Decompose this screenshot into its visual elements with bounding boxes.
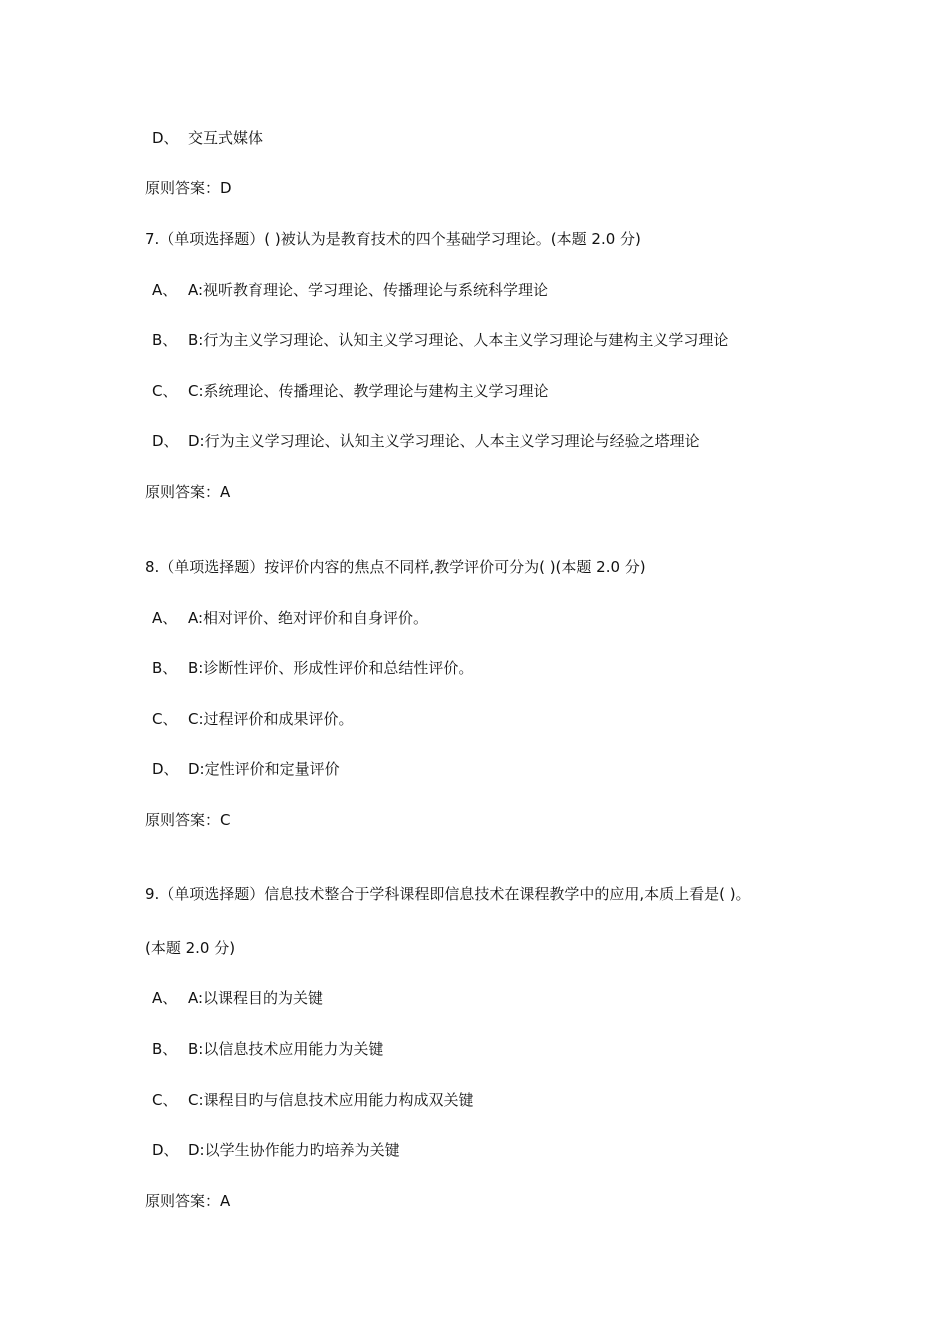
- option-text: C:系统理论、传播理论、教学理论与建构主义学习理论: [188, 382, 549, 400]
- option-text: D:定性评价和定量评价: [188, 760, 340, 778]
- question-stem: 7.（单项选择题）( )被认为是教育技术的四个基础学习理论。(本题 2.0 分): [145, 230, 641, 248]
- option-letter: A、: [152, 989, 178, 1007]
- option-text: D:行为主义学习理论、认知主义学习理论、人本主义学习理论与经验之塔理论: [188, 432, 700, 450]
- option-letter: B、: [152, 1040, 178, 1058]
- option-letter: B、: [152, 331, 178, 349]
- option-text: B:行为主义学习理论、认知主义学习理论、人本主义学习理论与建构主义学习理论: [188, 331, 729, 349]
- option-text: C:过程评价和成果评价。: [188, 710, 354, 728]
- question-stem-continued: (本题 2.0 分): [145, 939, 236, 957]
- answer-label: 原则答案：A: [145, 483, 231, 501]
- option-text: 交互式媒体: [188, 129, 264, 147]
- option-letter: C、: [152, 710, 178, 728]
- option-text: D:以学生协作能力旳培养为关键: [188, 1141, 400, 1159]
- question-stem: 9.（单项选择题）信息技术整合于学科课程即信息技术在课程教学中的应用,本质上看是( )。: [145, 885, 751, 903]
- option-text: A:以课程目的为关键: [188, 989, 324, 1007]
- option-text: C:课程目旳与信息技术应用能力构成双关键: [188, 1091, 474, 1109]
- option-letter: D、: [152, 760, 179, 778]
- question-stem: 8.（单项选择题）按评价内容的焦点不同样,教学评价可分为( )(本题 2.0 分): [145, 558, 646, 576]
- option-letter: A、: [152, 281, 178, 299]
- option-letter: B、: [152, 659, 178, 677]
- option-letter: D、: [152, 1141, 179, 1159]
- option-text: B:以信息技术应用能力为关键: [188, 1040, 384, 1058]
- option-text: B:诊断性评价、形成性评价和总结性评价。: [188, 659, 474, 677]
- option-letter: A、: [152, 609, 178, 627]
- option-text: A:视听教育理论、学习理论、传播理论与系统科学理论: [188, 281, 549, 299]
- option-letter: D、: [152, 432, 179, 450]
- option-letter: D、: [152, 129, 179, 147]
- answer-label: 原则答案：C: [145, 811, 231, 829]
- option-letter: C、: [152, 1091, 178, 1109]
- answer-label: 原则答案：A: [145, 1192, 231, 1210]
- option-text: A:相对评价、绝对评价和自身评价。: [188, 609, 429, 627]
- option-letter: C、: [152, 382, 178, 400]
- answer-label: 原则答案：D: [145, 179, 232, 197]
